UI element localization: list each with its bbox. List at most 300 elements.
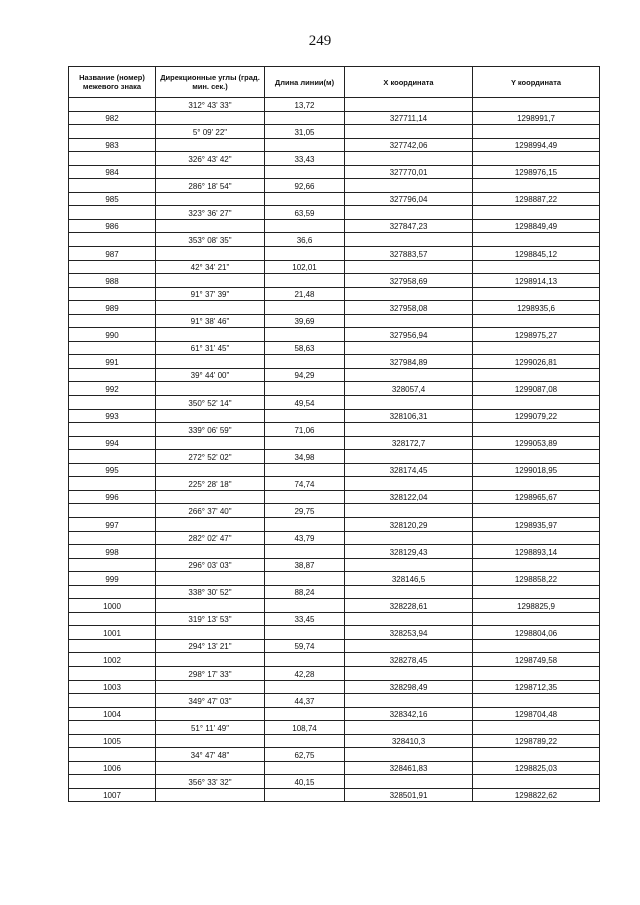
y-coordinate-cell: 1298849,49 — [473, 219, 600, 233]
table-row — [69, 572, 600, 586]
empty-cell — [69, 233, 156, 247]
x-coordinate-cell: 328342,16 — [345, 707, 473, 721]
empty-cell — [345, 233, 473, 247]
length-cell: 13,72 — [265, 98, 345, 112]
length-cell: 94,29 — [265, 368, 345, 382]
empty-cell — [473, 477, 600, 491]
length-cell: 33,43 — [265, 152, 345, 166]
empty-cell — [265, 626, 345, 640]
y-coordinate-cell: 1298858,22 — [473, 572, 600, 586]
x-coordinate-cell: 328410,3 — [345, 734, 473, 748]
empty-cell — [265, 545, 345, 559]
table-row — [69, 545, 600, 559]
empty-cell — [473, 531, 600, 545]
x-coordinate-cell: 328106,31 — [345, 409, 473, 423]
angle-cell: 5° 09' 22" — [156, 125, 265, 139]
empty-cell — [69, 612, 156, 626]
empty-cell — [265, 761, 345, 775]
angle-cell: 296° 03' 03" — [156, 558, 265, 572]
empty-cell — [345, 152, 473, 166]
x-coordinate-cell: 327796,04 — [345, 192, 473, 206]
empty-cell — [156, 409, 265, 423]
empty-cell — [345, 504, 473, 518]
y-coordinate-cell: 1298965,67 — [473, 490, 600, 504]
empty-cell — [473, 396, 600, 410]
x-coordinate-cell: 327958,69 — [345, 274, 473, 288]
empty-cell — [345, 666, 473, 680]
empty-cell — [473, 368, 600, 382]
table-row — [69, 585, 600, 599]
point-name-cell: 988 — [69, 274, 156, 288]
angle-cell: 323° 36' 27" — [156, 206, 265, 220]
angle-cell: 339° 06' 59" — [156, 423, 265, 437]
angle-cell: 338° 30' 52" — [156, 585, 265, 599]
empty-cell — [69, 368, 156, 382]
angle-cell: 349° 47' 03" — [156, 694, 265, 708]
length-cell: 71,06 — [265, 423, 345, 437]
x-coordinate-cell: 328461,83 — [345, 761, 473, 775]
length-cell: 34,98 — [265, 450, 345, 464]
table-row — [69, 165, 600, 179]
y-coordinate-cell: 1299087,08 — [473, 382, 600, 396]
empty-cell — [69, 748, 156, 762]
table-row — [69, 734, 600, 748]
angle-cell: 34° 47' 48" — [156, 748, 265, 762]
y-coordinate-cell: 1298975,27 — [473, 328, 600, 342]
empty-cell — [265, 653, 345, 667]
empty-cell — [345, 585, 473, 599]
length-cell: 42,28 — [265, 666, 345, 680]
x-coordinate-cell: 328172,7 — [345, 436, 473, 450]
empty-cell — [156, 599, 265, 613]
empty-cell — [69, 206, 156, 220]
table-row — [69, 707, 600, 721]
x-coordinate-cell: 328228,61 — [345, 599, 473, 613]
angle-cell: 225° 28' 18" — [156, 477, 265, 491]
angle-cell: 91° 37' 39" — [156, 287, 265, 301]
empty-cell — [345, 694, 473, 708]
table-row — [69, 694, 600, 708]
empty-cell — [156, 436, 265, 450]
empty-cell — [473, 748, 600, 762]
point-name-cell: 999 — [69, 572, 156, 586]
table-row — [69, 314, 600, 328]
angle-cell: 298° 17' 33" — [156, 666, 265, 680]
empty-cell — [265, 599, 345, 613]
x-coordinate-cell: 328122,04 — [345, 490, 473, 504]
empty-cell — [473, 179, 600, 193]
point-name-cell: 983 — [69, 138, 156, 152]
empty-cell — [156, 247, 265, 261]
y-coordinate-cell: 1298994,49 — [473, 138, 600, 152]
empty-cell — [69, 152, 156, 166]
angle-cell: 42° 34' 21" — [156, 260, 265, 274]
empty-cell — [69, 585, 156, 599]
table-row — [69, 639, 600, 653]
empty-cell — [69, 531, 156, 545]
angle-cell: 319° 13' 53" — [156, 612, 265, 626]
empty-cell — [69, 639, 156, 653]
empty-cell — [156, 382, 265, 396]
empty-cell — [345, 423, 473, 437]
empty-cell — [473, 612, 600, 626]
empty-cell — [345, 721, 473, 735]
empty-cell — [265, 274, 345, 288]
length-cell: 49,54 — [265, 396, 345, 410]
coordinates-table — [68, 66, 600, 802]
point-name-cell: 990 — [69, 328, 156, 342]
angle-cell: 356° 33' 32" — [156, 775, 265, 789]
length-cell: 58,63 — [265, 341, 345, 355]
empty-cell — [265, 111, 345, 125]
empty-cell — [473, 233, 600, 247]
empty-cell — [265, 355, 345, 369]
x-coordinate-cell: 327770,01 — [345, 165, 473, 179]
header-x: X координата — [345, 67, 473, 98]
y-coordinate-cell: 1298749,58 — [473, 653, 600, 667]
empty-cell — [156, 517, 265, 531]
x-coordinate-cell: 327883,57 — [345, 247, 473, 261]
table-row — [69, 233, 600, 247]
empty-cell — [156, 463, 265, 477]
x-coordinate-cell: 328174,45 — [345, 463, 473, 477]
empty-cell — [156, 572, 265, 586]
table-row — [69, 558, 600, 572]
angle-cell: 272° 52' 02" — [156, 450, 265, 464]
y-coordinate-cell: 1298914,13 — [473, 274, 600, 288]
empty-cell — [473, 666, 600, 680]
angle-cell: 282° 02' 47" — [156, 531, 265, 545]
x-coordinate-cell: 328120,29 — [345, 517, 473, 531]
length-cell: 108,74 — [265, 721, 345, 735]
angle-cell: 326° 43' 42" — [156, 152, 265, 166]
y-coordinate-cell: 1298935,97 — [473, 517, 600, 531]
length-cell: 33,45 — [265, 612, 345, 626]
table-row — [69, 125, 600, 139]
angle-cell: 266° 37' 40" — [156, 504, 265, 518]
empty-cell — [69, 775, 156, 789]
table-row — [69, 788, 600, 802]
point-name-cell: 991 — [69, 355, 156, 369]
table-row — [69, 653, 600, 667]
angle-cell: 61° 31' 45" — [156, 341, 265, 355]
empty-cell — [345, 612, 473, 626]
empty-cell — [265, 409, 345, 423]
length-cell: 39,69 — [265, 314, 345, 328]
point-name-cell: 993 — [69, 409, 156, 423]
length-cell: 74,74 — [265, 477, 345, 491]
table-row — [69, 666, 600, 680]
table-row — [69, 599, 600, 613]
empty-cell — [473, 260, 600, 274]
x-coordinate-cell: 328278,45 — [345, 653, 473, 667]
y-coordinate-cell: 1298825,9 — [473, 599, 600, 613]
angle-cell: 350° 52' 14" — [156, 396, 265, 410]
empty-cell — [69, 314, 156, 328]
point-name-cell: 1005 — [69, 734, 156, 748]
x-coordinate-cell: 328146,5 — [345, 572, 473, 586]
angle-cell: 286° 18' 54" — [156, 179, 265, 193]
empty-cell — [473, 287, 600, 301]
table-row — [69, 355, 600, 369]
empty-cell — [156, 626, 265, 640]
length-cell: 44,37 — [265, 694, 345, 708]
empty-cell — [473, 314, 600, 328]
empty-cell — [156, 274, 265, 288]
y-coordinate-cell: 1299026,81 — [473, 355, 600, 369]
point-name-cell: 996 — [69, 490, 156, 504]
empty-cell — [69, 666, 156, 680]
length-cell: 88,24 — [265, 585, 345, 599]
point-name-cell: 1001 — [69, 626, 156, 640]
x-coordinate-cell: 328253,94 — [345, 626, 473, 640]
x-coordinate-cell: 328501,91 — [345, 788, 473, 802]
empty-cell — [265, 788, 345, 802]
table-row — [69, 111, 600, 125]
header-name: Название (номер) межевого знака — [69, 67, 156, 98]
y-coordinate-cell: 1298822,62 — [473, 788, 600, 802]
empty-cell — [473, 450, 600, 464]
length-cell: 21,48 — [265, 287, 345, 301]
empty-cell — [265, 707, 345, 721]
empty-cell — [156, 192, 265, 206]
empty-cell — [473, 721, 600, 735]
table-row — [69, 274, 600, 288]
point-name-cell: 984 — [69, 165, 156, 179]
table-header-row — [69, 67, 600, 98]
y-coordinate-cell: 1298704,48 — [473, 707, 600, 721]
y-coordinate-cell: 1298712,35 — [473, 680, 600, 694]
empty-cell — [265, 463, 345, 477]
empty-cell — [69, 125, 156, 139]
empty-cell — [265, 572, 345, 586]
empty-cell — [156, 734, 265, 748]
table-row — [69, 680, 600, 694]
empty-cell — [345, 396, 473, 410]
empty-cell — [265, 436, 345, 450]
point-name-cell: 1003 — [69, 680, 156, 694]
x-coordinate-cell: 327742,06 — [345, 138, 473, 152]
y-coordinate-cell: 1298935,6 — [473, 301, 600, 315]
empty-cell — [69, 179, 156, 193]
table-row — [69, 368, 600, 382]
x-coordinate-cell: 327984,89 — [345, 355, 473, 369]
empty-cell — [473, 341, 600, 355]
point-name-cell: 998 — [69, 545, 156, 559]
table-row — [69, 463, 600, 477]
empty-cell — [265, 328, 345, 342]
empty-cell — [345, 775, 473, 789]
empty-cell — [156, 707, 265, 721]
empty-cell — [265, 138, 345, 152]
x-coordinate-cell: 328298,49 — [345, 680, 473, 694]
empty-cell — [265, 219, 345, 233]
table-row — [69, 409, 600, 423]
length-cell: 38,87 — [265, 558, 345, 572]
table-row — [69, 98, 600, 112]
header-y: Y координата — [473, 67, 600, 98]
empty-cell — [69, 504, 156, 518]
table-row — [69, 260, 600, 274]
table-row — [69, 477, 600, 491]
angle-cell: 353° 08' 35" — [156, 233, 265, 247]
y-coordinate-cell: 1298887,22 — [473, 192, 600, 206]
empty-cell — [156, 680, 265, 694]
table-row — [69, 328, 600, 342]
table-row — [69, 396, 600, 410]
x-coordinate-cell: 328057,4 — [345, 382, 473, 396]
x-coordinate-cell: 327958,08 — [345, 301, 473, 315]
empty-cell — [156, 165, 265, 179]
empty-cell — [345, 206, 473, 220]
empty-cell — [345, 179, 473, 193]
length-cell: 102,01 — [265, 260, 345, 274]
empty-cell — [265, 247, 345, 261]
empty-cell — [69, 423, 156, 437]
empty-cell — [345, 98, 473, 112]
empty-cell — [265, 301, 345, 315]
empty-cell — [345, 558, 473, 572]
length-cell: 43,79 — [265, 531, 345, 545]
y-coordinate-cell: 1298893,14 — [473, 545, 600, 559]
point-name-cell: 1006 — [69, 761, 156, 775]
y-coordinate-cell: 1299018,95 — [473, 463, 600, 477]
table-row — [69, 138, 600, 152]
empty-cell — [69, 98, 156, 112]
empty-cell — [473, 98, 600, 112]
empty-cell — [345, 639, 473, 653]
table-row — [69, 450, 600, 464]
table-row — [69, 382, 600, 396]
x-coordinate-cell: 328129,43 — [345, 545, 473, 559]
table-row — [69, 626, 600, 640]
empty-cell — [69, 721, 156, 735]
empty-cell — [473, 639, 600, 653]
y-coordinate-cell: 1298825,03 — [473, 761, 600, 775]
point-name-cell: 1007 — [69, 788, 156, 802]
angle-cell: 294° 13' 21" — [156, 639, 265, 653]
y-coordinate-cell: 1299079,22 — [473, 409, 600, 423]
angle-cell: 91° 38' 46" — [156, 314, 265, 328]
empty-cell — [473, 206, 600, 220]
empty-cell — [473, 775, 600, 789]
table-row — [69, 748, 600, 762]
point-name-cell: 1002 — [69, 653, 156, 667]
table-row — [69, 219, 600, 233]
table-row — [69, 721, 600, 735]
table-row — [69, 423, 600, 437]
empty-cell — [69, 694, 156, 708]
empty-cell — [69, 558, 156, 572]
empty-cell — [345, 450, 473, 464]
angle-cell: 312° 43' 33" — [156, 98, 265, 112]
table-body — [69, 98, 600, 802]
length-cell: 62,75 — [265, 748, 345, 762]
empty-cell — [156, 111, 265, 125]
empty-cell — [345, 125, 473, 139]
table-row — [69, 192, 600, 206]
empty-cell — [473, 558, 600, 572]
empty-cell — [69, 450, 156, 464]
empty-cell — [345, 341, 473, 355]
empty-cell — [156, 328, 265, 342]
table-row — [69, 152, 600, 166]
empty-cell — [473, 125, 600, 139]
point-name-cell: 982 — [69, 111, 156, 125]
empty-cell — [265, 680, 345, 694]
empty-cell — [156, 301, 265, 315]
y-coordinate-cell: 1298991,7 — [473, 111, 600, 125]
point-name-cell: 994 — [69, 436, 156, 450]
table-row — [69, 287, 600, 301]
empty-cell — [69, 477, 156, 491]
length-cell: 36,6 — [265, 233, 345, 247]
table-row — [69, 761, 600, 775]
empty-cell — [345, 531, 473, 545]
x-coordinate-cell: 327711,14 — [345, 111, 473, 125]
empty-cell — [156, 761, 265, 775]
point-name-cell: 992 — [69, 382, 156, 396]
empty-cell — [473, 694, 600, 708]
empty-cell — [265, 165, 345, 179]
empty-cell — [345, 748, 473, 762]
empty-cell — [345, 260, 473, 274]
empty-cell — [156, 355, 265, 369]
length-cell: 29,75 — [265, 504, 345, 518]
empty-cell — [265, 382, 345, 396]
table-row — [69, 206, 600, 220]
empty-cell — [156, 788, 265, 802]
point-name-cell: 989 — [69, 301, 156, 315]
point-name-cell: 995 — [69, 463, 156, 477]
length-cell: 59,74 — [265, 639, 345, 653]
empty-cell — [69, 341, 156, 355]
point-name-cell: 997 — [69, 517, 156, 531]
length-cell: 31,05 — [265, 125, 345, 139]
table-row — [69, 612, 600, 626]
table-row — [69, 301, 600, 315]
empty-cell — [265, 517, 345, 531]
empty-cell — [69, 396, 156, 410]
table-row — [69, 517, 600, 531]
table-row — [69, 341, 600, 355]
empty-cell — [265, 192, 345, 206]
angle-cell: 39° 44' 00" — [156, 368, 265, 382]
header-angle: Дирекционные углы (град. мин. сек.) — [156, 67, 265, 98]
empty-cell — [69, 287, 156, 301]
y-coordinate-cell: 1298789,22 — [473, 734, 600, 748]
empty-cell — [156, 545, 265, 559]
empty-cell — [473, 152, 600, 166]
y-coordinate-cell: 1298976,15 — [473, 165, 600, 179]
empty-cell — [265, 734, 345, 748]
empty-cell — [345, 314, 473, 328]
x-coordinate-cell: 327847,23 — [345, 219, 473, 233]
empty-cell — [156, 653, 265, 667]
empty-cell — [345, 368, 473, 382]
y-coordinate-cell: 1299053,89 — [473, 436, 600, 450]
table-row — [69, 775, 600, 789]
header-length: Длина линии(м) — [265, 67, 345, 98]
empty-cell — [473, 423, 600, 437]
table-row — [69, 247, 600, 261]
x-coordinate-cell: 327956,94 — [345, 328, 473, 342]
empty-cell — [156, 219, 265, 233]
length-cell: 40,15 — [265, 775, 345, 789]
table-row — [69, 531, 600, 545]
empty-cell — [345, 477, 473, 491]
empty-cell — [156, 138, 265, 152]
